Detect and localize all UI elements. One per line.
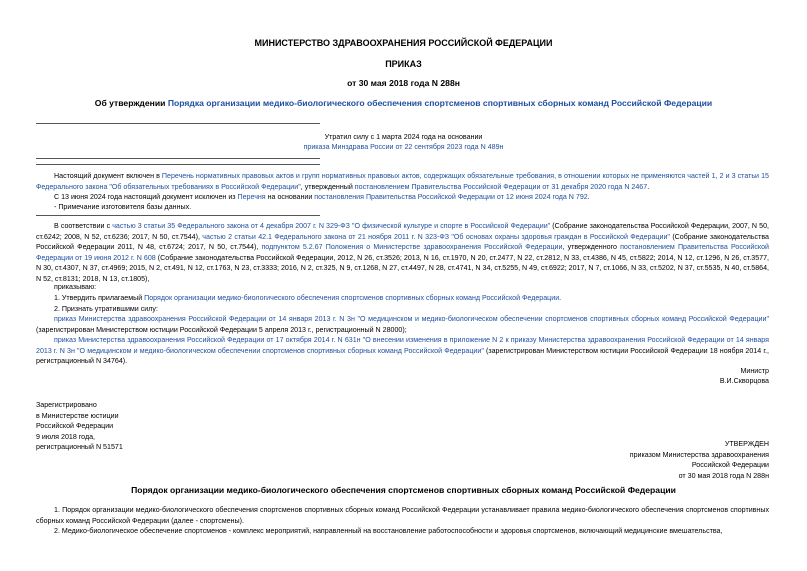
note-paragraph: - Примечание изготовителя базы данных. — [54, 203, 192, 211]
body-link-decree-608[interactable]: постановлением Правительства Российской Федерации от 19 июня 2012 г. N 608 — [36, 243, 769, 262]
body-link-procedure[interactable]: Порядок организации медико-биологического обеспечения спортсменов спортивных сборных команд Российской Федерации — [144, 294, 560, 302]
registration-block: Зарегистрировано в Министерстве юстиции Российской Федерации 9 июля 2018 года, регистрационный N 51571 — [36, 401, 123, 452]
doc-title-link[interactable]: Порядка организации медико-биологического обеспечения спортсменов спортивных сборных команд Российской Федерации — [167, 98, 713, 108]
body-link-law-323[interactable]: частью 2 статьи 42.1 Федерального закона от 21 ноября 2011 г. N 323-ФЗ "Об основах охраны здоровья граждан в Российской Федерации" — [202, 232, 670, 241]
divider — [36, 123, 320, 124]
approval-block: УТВЕРЖДЕН приказом Министерства здравоохранения Российской Федерации от 30 мая 2018 года N 288н — [629, 440, 769, 480]
body-link-law-329[interactable]: частью 3 статьи 35 Федерального закона от 4 декабря 2007 г. N 329-ФЗ "О физической культуре и спорте в Российской Федерации" — [112, 222, 551, 230]
note-link-list[interactable]: Перечень нормативных правовых актов и групп нормативных правовых актов, содержащих обязательные требования, в отношении которых не применяются частей 1, 2 и 3 статьи 15 Федерального закона "Об обязательных требованиях в Российской Федерации" — [36, 172, 769, 191]
note-link-decree[interactable]: постановлением Правительства Российской Федерации от 31 декабря 2020 года N 2467 — [354, 182, 648, 191]
divider — [36, 164, 320, 165]
body-link-regulation[interactable]: подпунктом 5.2.67 Положения о Министерстве здравоохранения Российской Федерации — [261, 243, 563, 252]
ministry-heading: МИНИСТЕРСТВО ЗДРАВООХРАНЕНИЯ РОССИЙСКОЙ ФЕДЕРАЦИИ — [254, 38, 553, 48]
procedure-paragraph-1: 1. Порядок организации медико-биологического обеспечения спортсменов спортивных сборных команд Российской Федерации устанавливает правила медико-биологического обеспечения спортсменов спортивных сборных команд Российской Федерации (далее - спортсмены). — [36, 506, 769, 525]
body-item-1: 1. Утвердить прилагаемый Порядок организации медико-биологического обеспечения спортсменов спортивных сборных команд Российской Федерации. — [54, 294, 562, 302]
doc-title-prefix: Об утверждении — [94, 98, 168, 108]
note-link-decree-2024[interactable]: постановления Правительства Российской Федерации от 12 июня 2024 года N 792 — [314, 193, 588, 201]
note-link-perechen[interactable]: Перечня — [237, 193, 266, 201]
procedure-paragraph-2: 2. Медико-биологическое обеспечение спортсменов - комплекс мероприятий, направленный на восстановление работоспособности и здоровья спортсменов, включающий медицинские вмешательства, — [54, 527, 723, 535]
doc-date-number: от 30 мая 2018 года N 288н — [347, 78, 460, 88]
status-line: Утратил силу с 1 марта 2024 года на основании — [324, 133, 483, 141]
procedure-title: Порядок организации медико-биологического обеспечения спортсменов спортивных сборных команд Российской Федерации — [131, 485, 676, 495]
status-link[interactable]: приказа Минздрава России от 22 сентября 2023 года N 489н — [303, 143, 504, 151]
note-paragraph: С 13 июня 2024 года настоящий документ исключен из Перечня на основании постановления Правительства Российской Федерации от 12 июня 2024 года N 792. — [54, 193, 590, 201]
doc-type-heading: ПРИКАЗ — [385, 59, 422, 69]
body-paragraph: приказываю: — [54, 283, 97, 291]
body-paragraph-basis: В соответствии с частью 3 статьи 35 Федерального закона от 4 декабря 2007 г. N 329-ФЗ "О физической культуре и спорте в Российской Федерации" (Собрание законодательства Российской Федерации, 2007, N 50, ст.6242; 2008, N 52, ст.6236; 2017, N 50, ст.7544), частью 2 статьи 42.1 Федерального закона от 21 ноября 2011 г. N 323-ФЗ "Об основах охраны здоровья граждан в Российской Федерации" (Собрание законодательства Российской Федерации 2011, N 48, ст.6724; 2017, N 50, ст.7544), подпунктом 5.2.67 Положения о Министерстве здравоохранения Российской Федерации, утвержденного постановлением Правительства Российской Федерации от 19 июня 2012 г. N 608 (Собрание законодательства Российской Федерации, 2012, N 26, ст.3526; 2013, N 16, ст.1970, N 20, ст.2477, N 22, ст.2812, N 33, ст.4386, N 45, ст.5822; 2014, N 12, ст.1296, N 26, ст.3577, N 30, ст.4307, N 37, ст.4969; 2015, N 2, ст.491, N 12, ст.1763, N 23, ст.3333; 2016, N 2, ст.325, N 9, ст.1268, N 27, ст.4497, N 28, ст.4741, N 34, ст.5255, N 49, ст.6922; 2017, N 7, ст.1066, N 33, ст.5202, N 37, ст.5535, N 40, ст.5864, N 52, ст.8131; 2018, N 13, ст.1805), — [36, 222, 770, 283]
divider — [36, 215, 320, 216]
body-link-order-3n[interactable]: приказ Министерства здравоохранения Российской Федерации от 14 января 2013 г. N 3н "О медицинском и медико-биологическом обеспечении спортсменов спортивных сборных команд Российской Федерации" — [54, 315, 769, 323]
body-link-order-631n[interactable]: приказ Министерства здравоохранения Российской Федерации от 17 октября 2014 г. N 631н "О внесении изменения в приложение N 2 к приказу Министерства здравоохранения Российской Федерации от 14 января 2013 г. N 3н "О медицинском и медико-биологическом обеспечении спортсменов спортивных сборных команд Российской Федерации" — [36, 336, 769, 355]
doc-title — [0, 98, 807, 108]
body-invalidated-order-2: приказ Министерства здравоохранения Российской Федерации от 17 октября 2014 г. N 631н "О внесении изменения в приложение N 2 к приказу Министерства здравоохранения Российской Федерации от 14 января 2013 г. N 3н "О медицинском и медико-биологическом обеспечении спортсменов спортивных сборных команд Российской Федерации" (зарегистрирован Министерством юстиции Российской Федерации 18 ноября 2014 г., регистрационный N 34764). — [36, 336, 769, 366]
divider — [36, 158, 320, 159]
note-paragraph: Настоящий документ включен в Перечень нормативных правовых актов и групп нормативных правовых актов, содержащих обязательные требования, в отношении которых не применяются частей 1, 2 и 3 статьи 15 Федерального закона "Об обязательных требованиях в Российской Федерации", утвержденный постановлением Правительства Российской Федерации от 31 декабря 2020 года N 2467. — [36, 172, 769, 191]
signer-name: В.И.Скворцова — [719, 377, 769, 385]
body-invalidated-order-1: приказ Министерства здравоохранения Российской Федерации от 14 января 2013 г. N 3н "О медицинском и медико-биологическом обеспечении спортсменов спортивных сборных команд Российской Федерации" (зарегистрирован Министерством юстиции Российской Федерации 5 апреля 2013 г., регистрационный N 28000); — [36, 315, 769, 334]
body-item-2: 2. Признать утратившими силу: — [54, 305, 158, 313]
signer-title: Министр — [740, 367, 769, 375]
